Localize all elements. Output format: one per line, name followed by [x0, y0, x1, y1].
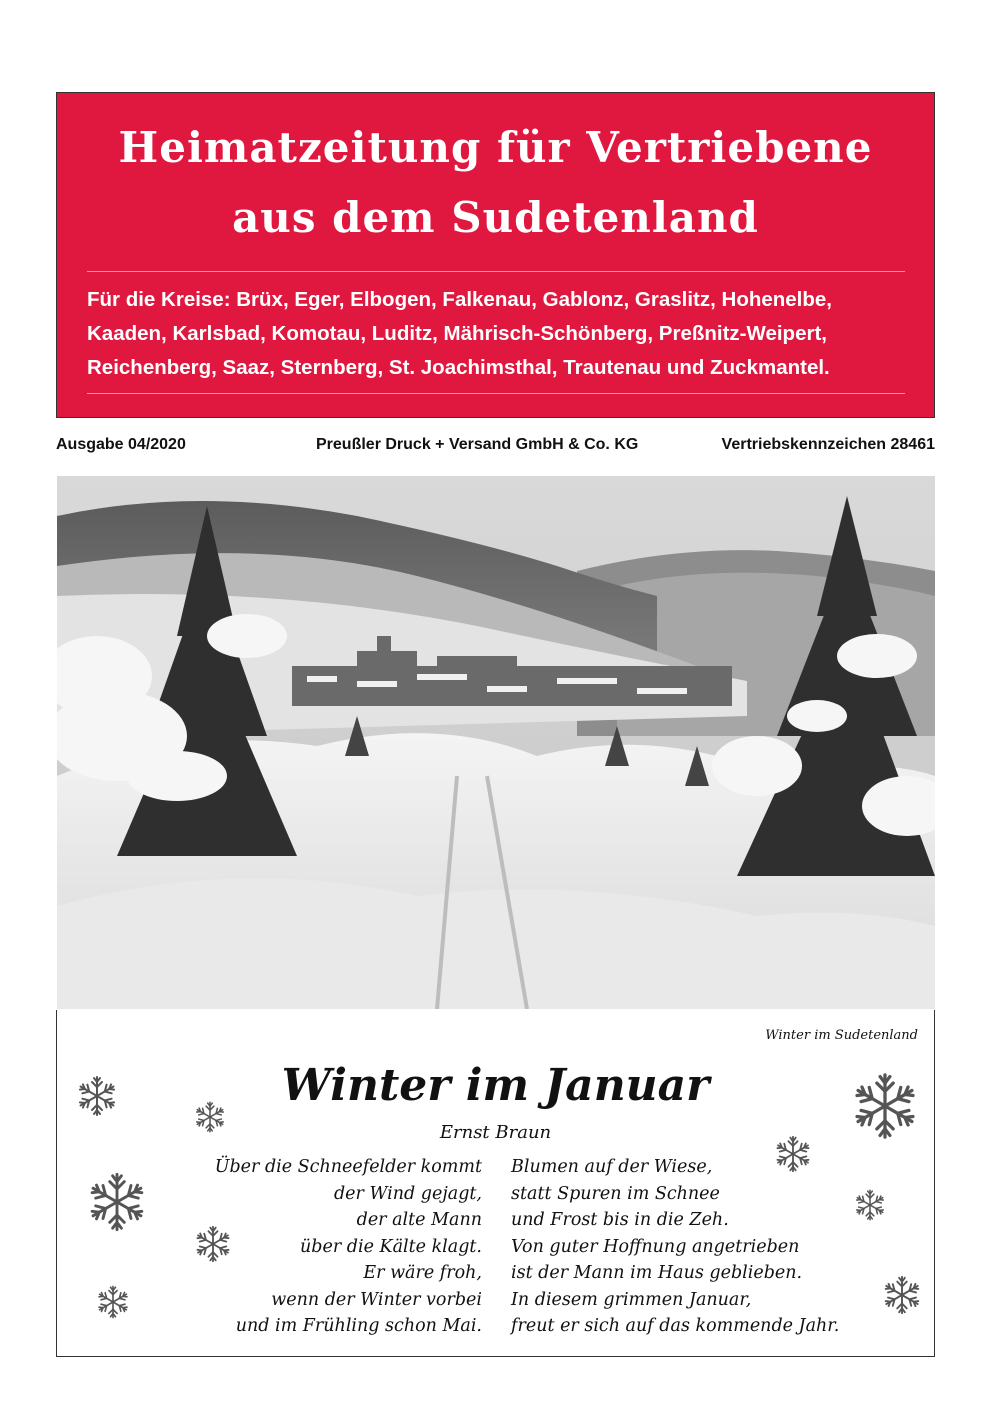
poem-line: freut er sich auf das kommende Jahr. — [511, 1316, 840, 1336]
masthead-title — [57, 113, 934, 253]
snowflake-icon — [95, 1284, 131, 1320]
poem-line: und im Frühling schon Mai. — [235, 1316, 482, 1336]
winter-landscape-photo — [57, 476, 935, 1009]
snowflake-icon — [75, 1074, 119, 1118]
poem-line: ist der Mann im Haus geblieben. — [511, 1263, 803, 1283]
snowflake-icon — [849, 1070, 921, 1142]
masthead-banner — [56, 92, 935, 418]
poem-verse-left — [215, 1154, 482, 1340]
snowflake-icon — [773, 1134, 813, 1174]
snowflake-icon — [853, 1188, 887, 1222]
poem-line: über die Kälte klagt. — [300, 1236, 482, 1257]
poem-line: und Frost bis in die Zeh. — [511, 1210, 729, 1230]
poem-line: Blumen auf der Wiese, — [511, 1157, 713, 1177]
regions-line-3: Reichenberg, Saaz, Sternberg, St. Joachimsthal, Trautenau und Zuckmantel. — [87, 356, 830, 379]
masthead-regions — [87, 283, 907, 385]
photo-caption: Winter im Sudetenland — [765, 1028, 918, 1043]
masthead-title-line-2: aus dem Sudetenland — [232, 193, 759, 242]
poem-line: Über die Schneefelder kommt — [214, 1157, 482, 1177]
snowflake-icon — [85, 1170, 149, 1234]
poem-title: Winter im Januar — [281, 1060, 710, 1111]
issue-edition: Ausgabe 04/2020 — [56, 436, 186, 453]
regions-line-1: Für die Kreise: Brüx, Eger, Elbogen, Falkenau, Gablonz, Graslitz, Hohenelbe, — [87, 288, 832, 311]
poem-line: der Wind gejagt, — [333, 1183, 482, 1204]
masthead-title-line-1: Heimatzeitung für Vertriebene — [118, 123, 873, 172]
masthead-divider-top — [87, 271, 905, 272]
issue-publisher: Preußler Druck + Versand GmbH & Co. KG — [316, 436, 639, 453]
snowflake-icon — [193, 1100, 227, 1134]
snowflake-icon — [881, 1274, 923, 1316]
poem-line: der alte Mann — [356, 1210, 482, 1230]
issue-info-bar — [56, 432, 935, 458]
poem-section — [56, 1010, 935, 1357]
poem-line: Er wäre froh, — [363, 1263, 482, 1283]
poem-author: Ernst Braun — [439, 1122, 552, 1143]
masthead-divider-bottom — [87, 393, 905, 394]
poem-line: statt Spuren im Schnee — [511, 1183, 720, 1204]
poem-line: In diesem grimmen Januar, — [511, 1289, 752, 1310]
poem-verse-right — [511, 1154, 839, 1340]
snowflake-icon — [193, 1224, 233, 1264]
issue-distribution-code: Vertriebskennzeichen 28461 — [721, 436, 935, 453]
poem-line: Von guter Hoffnung angetrieben — [511, 1236, 800, 1257]
winter-landscape-illustration — [57, 476, 935, 1009]
regions-line-2: Kaaden, Karlsbad, Komotau, Luditz, Mährisch-Schönberg, Preßnitz-Weipert, — [87, 322, 827, 345]
poem-line: wenn der Winter vorbei — [271, 1289, 482, 1310]
